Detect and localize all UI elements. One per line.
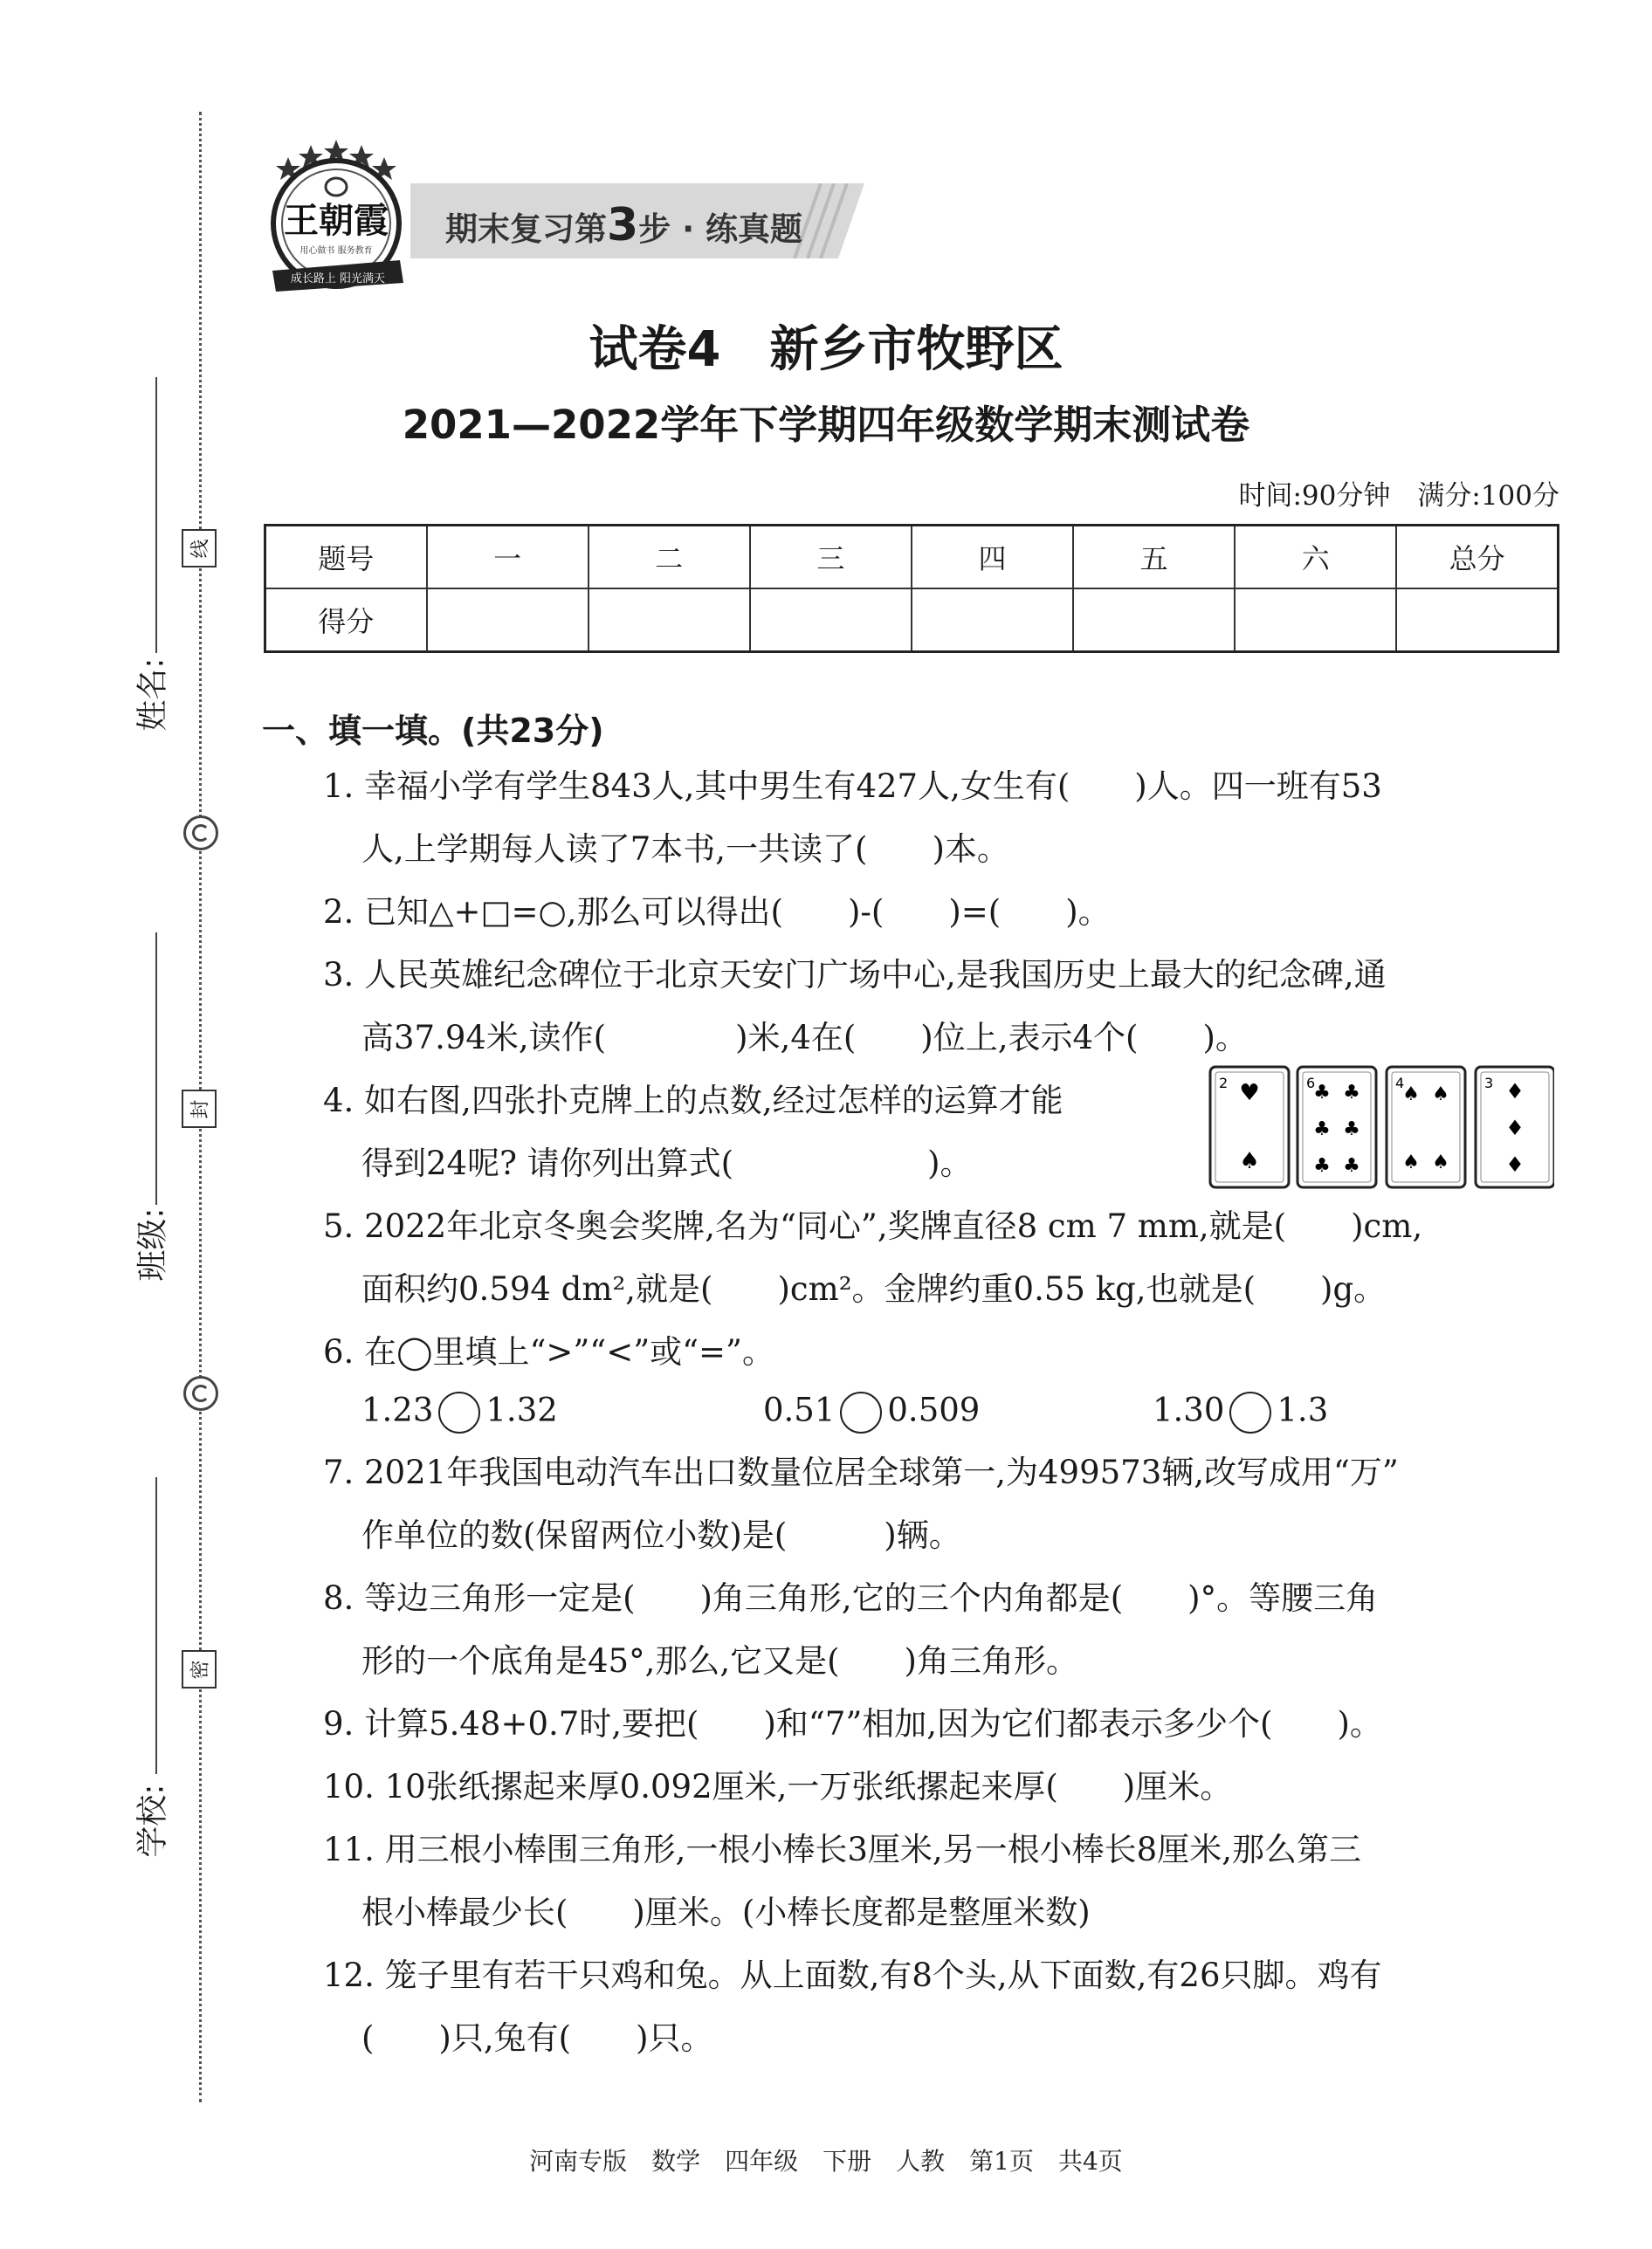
svg-text:3: 3 (1484, 1075, 1494, 1091)
table-header-cell: 三 (750, 526, 912, 589)
question-line: 面积约0.594 dm²,就是( )cm²。金牌约重0.55 kg,也就是( )g。 (361, 1270, 1387, 1308)
question-line: 1. 幸福小学有学生843人,其中男生有427人,女生有( )人。四一班有53 (323, 767, 1382, 805)
table-header-cell: 五 (1073, 526, 1235, 589)
page-footer: 河南专版 数学 四年级 下册 人教 第1页 共4页 (529, 2147, 1123, 2176)
question-line: 5. 2022年北京冬奥会奖牌,名为“同心”,奖牌直径8 cm 7 mm,就是( )cm, (323, 1207, 1423, 1245)
question-line: 7. 2021年我国电动汽车出口数量位居全球第一,为499573辆,改写成用“万” (323, 1454, 1399, 1491)
school-underline (155, 1477, 157, 1774)
club-icon: ♣ (1313, 1082, 1331, 1104)
playing-card (1476, 1067, 1554, 1187)
score-cell (1396, 588, 1558, 652)
score-cell (1073, 588, 1235, 652)
diamond-icon: ♦ (1505, 1116, 1525, 1140)
playing-card (1387, 1067, 1465, 1187)
playing-card (1210, 1067, 1289, 1187)
spade-icon: ♠ (1432, 1152, 1449, 1173)
table-row (265, 588, 1559, 652)
spade-icon: ♠ (1239, 1148, 1260, 1174)
seal-char-mi: 密 (182, 1650, 217, 1688)
question-line: 形的一个底角是45°,那么,它又是( )角三角形。 (361, 1642, 1078, 1680)
class-underline (155, 932, 157, 1205)
question-line: 9. 计算5.48+0.7时,要把( )和“7”相加,因为它们都表示多少个( )。 (323, 1705, 1382, 1743)
table-row (265, 526, 1559, 589)
club-icon: ♣ (1343, 1082, 1360, 1104)
question-line: 4. 如右图,四张扑克牌上的点数,经过怎样的运算才能 (323, 1082, 1063, 1119)
playing-cards-figure (1208, 1065, 1554, 1189)
club-icon: ♣ (1343, 1155, 1360, 1177)
score-cell (1235, 588, 1396, 652)
diamond-icon: ♦ (1505, 1079, 1525, 1104)
question-line: 8. 等边三角形一定是( )角三角形,它的三个内角都是( )°。等腰三角 (323, 1579, 1379, 1617)
spade-icon: ♠ (1402, 1083, 1420, 1105)
heart-icon: ♥ (1239, 1080, 1260, 1106)
club-icon: ♣ (1313, 1155, 1331, 1177)
logo-ribbon-text: 成长路上 阳光满天 (290, 272, 386, 285)
table-row-label: 得分 (265, 588, 427, 652)
table-header-cell: 四 (912, 526, 1073, 589)
question-line: 3. 人民英雄纪念碑位于北京天安门广场中心,是我国历史上最大的纪念碑,通 (323, 956, 1387, 994)
publisher-logo (253, 129, 419, 295)
table-header-cell: 六 (1235, 526, 1396, 589)
compare-circle-blank[interactable] (438, 1392, 480, 1434)
svg-text:2: 2 (1219, 1075, 1229, 1091)
playing-card (1298, 1067, 1376, 1187)
question-line: 作单位的数(保留两位小数)是( )辆。 (361, 1517, 961, 1554)
compare-item: 0.51 0.509 (763, 1392, 980, 1434)
compare-circle-blank[interactable] (840, 1392, 882, 1434)
question-line: 高37.94米,读作( )米,4在( )位上,表示4个( )。 (361, 1019, 1248, 1056)
logo-motto-text: 用心做书 服务教育 (299, 246, 373, 256)
banner-text: 期末复习第3步 · 练真题 (445, 199, 803, 251)
logo-name-text: 王朝霞 (284, 201, 389, 241)
name-label: 姓名: (134, 657, 171, 732)
score-cell (750, 588, 912, 652)
club-icon: ♣ (1343, 1118, 1360, 1140)
diamond-icon: ♦ (1505, 1152, 1525, 1177)
svg-text:6: 6 (1306, 1075, 1316, 1091)
score-cell (912, 588, 1073, 652)
swirl-icon (183, 1376, 218, 1411)
swirl-icon (183, 815, 218, 850)
question-line: ( )只,兔有( )只。 (361, 2019, 713, 2057)
question-line: 6. 在◯里填上“>”“<”或“=”。 (323, 1333, 774, 1371)
question-line: 12. 笼子里有若干只鸡和兔。从上面数,有8个头,从下面数,有26只脚。鸡有 (323, 1957, 1382, 1994)
svg-text:4: 4 (1395, 1075, 1405, 1091)
seal-char-feng: 封 (182, 1090, 217, 1128)
exam-title: 试卷4 新乡市牧野区 (589, 321, 1063, 378)
question-line: 人,上学期每人读了7本书,一共读了( )本。 (361, 830, 1009, 868)
spade-icon: ♠ (1432, 1083, 1449, 1105)
class-label: 班级: (134, 1207, 171, 1282)
school-label: 学校: (134, 1784, 171, 1858)
table-header-cell: 一 (427, 526, 589, 589)
section-title: 一、填一填。(共23分) (262, 712, 604, 750)
question-line: 11. 用三根小棒围三角形,一根小棒长3厘米,另一根小棒长8厘米,那么第三 (323, 1831, 1361, 1868)
club-icon: ♣ (1313, 1118, 1331, 1140)
question-line: 10. 10张纸摞起来厚0.092厘米,一万张纸摞起来厚( )厘米。 (323, 1768, 1233, 1805)
compare-item: 1.30 1.3 (1153, 1392, 1328, 1434)
question-line: 2. 已知△+□=○,那么可以得出( )-( )=( )。 (323, 893, 1111, 931)
seal-char-xian: 线 (182, 529, 217, 567)
time-score-info: 时间:90分钟 满分:100分 (1238, 480, 1559, 512)
spade-icon: ♠ (1402, 1152, 1420, 1173)
score-table (264, 524, 1559, 653)
table-header-cell: 题号 (265, 526, 427, 589)
compare-circle-blank[interactable] (1229, 1392, 1271, 1434)
compare-item: 1.23 1.32 (361, 1392, 558, 1434)
score-cell (427, 588, 589, 652)
table-header-cell: 总分 (1396, 526, 1558, 589)
table-header-cell: 二 (589, 526, 750, 589)
exam-subtitle: 2021—2022学年下学期四年级数学期末测试卷 (402, 402, 1250, 448)
question-line: 得到24呢? 请你列出算式( )。 (361, 1145, 973, 1182)
question-line: 根小棒最少长( )厘米。(小棒长度都是整厘米数) (361, 1894, 1091, 1931)
score-cell (589, 588, 750, 652)
